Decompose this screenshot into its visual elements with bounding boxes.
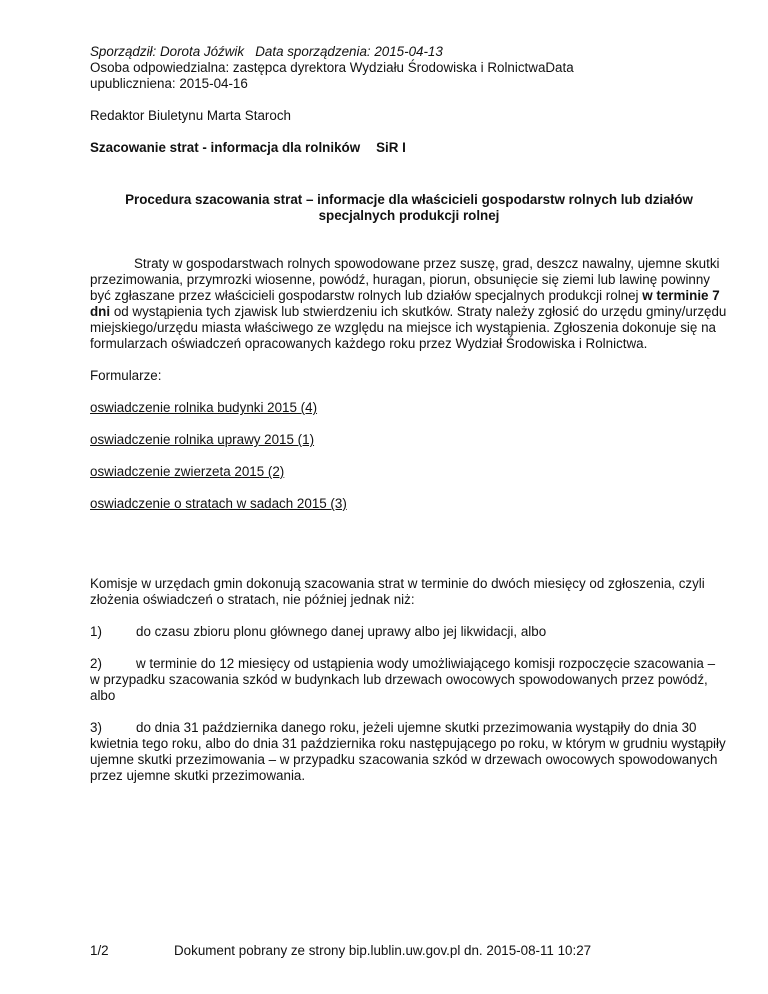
publication-date: upubliczniena: 2015-04-16 xyxy=(90,76,248,91)
download-source: Dokument pobrany ze strony bip.lublin.uw.gov.pl dn. 2015-08-11 10:27 xyxy=(174,943,592,958)
commission-intro: Komisje w urzędach gmin dokonują szacowania strat w terminie do dwóch miesięcy od zgłoszenia, czyli złożenia oświadczeń o stratach, nie później jednak niż: xyxy=(90,576,705,607)
page-footer xyxy=(90,943,690,959)
form-link-crops[interactable]: oswiadczenie rolnika uprawy 2015 (1) xyxy=(90,432,315,447)
list-item-number: 2) xyxy=(90,656,102,671)
forms-label: Formularze: xyxy=(90,368,162,383)
page-number: 1/2 xyxy=(90,943,109,958)
page-title: Szacowanie strat - informacja dla rolników xyxy=(90,140,361,155)
list-item-text: do dnia 31 października danego roku, jeżeli ujemne skutki przezimowania wystąpiły do dnia 30 kwietnia tego roku, albo do dnia 31 października roku następującego po roku, w którym w grudniu wystąpiły ujemne skutki przezimowania – w przypadku szacowania szkód w drzewach owocowych spowodowanych przez ujemne skutki przezimowania. xyxy=(90,720,726,783)
intro-text-end: od wystąpienia tych zjawisk lub stwierdzeniu ich skutków. Straty należy zgłosić do urzędu gminy/urzędu miejskiego/urzędu miasta właściwego ze względu na miejsce ich wystąpienia. Zgłoszenia dokonuje się na formularzach oświadczeń opracowanych każdego roku przez Wydział Środowiska i Rolnictwa. xyxy=(90,304,727,351)
procedure-title: Procedura szacowania strat – informacje dla właścicieli gospodarstw rolnych lub działów specjalnych produkcji rolnej xyxy=(125,192,693,223)
prepared-date: Data sporządzenia: 2015-04-13 xyxy=(255,44,443,59)
form-link-orchards[interactable]: oswiadczenie o stratach w sadach 2015 (3) xyxy=(90,496,347,511)
list-item-text: do czasu zbioru plonu głównego danej uprawy albo jej likwidacji, albo xyxy=(136,624,547,639)
form-link-buildings[interactable]: oswiadczenie rolnika budynki 2015 (4) xyxy=(90,400,318,415)
intro-paragraph xyxy=(90,256,728,352)
editor-info: Redaktor Biuletynu Marta Staroch xyxy=(90,108,291,123)
list-item xyxy=(90,624,728,640)
page-heading xyxy=(90,140,728,156)
prepared-by: Sporządził: Dorota Jóźwik xyxy=(90,44,245,59)
list-item-text: w terminie do 12 miesięcy od ustąpienia wody umożliwiającego komisji rozpoczęcie szacowania – w przypadku szacowania szkód w budynkach lub drzewach owocowych spowodowanych przez powódź, albo xyxy=(90,656,716,703)
list-item xyxy=(90,656,728,704)
list-item-number: 1) xyxy=(90,624,102,639)
document-page xyxy=(90,44,728,784)
prepared-info xyxy=(90,44,728,60)
responsible-person: Osoba odpowiedzialna: zastępca dyrektora Wydziału Środowiska i RolnictwaData xyxy=(90,60,574,75)
page-code: SiR I xyxy=(376,140,406,155)
intro-text-start: Straty w gospodarstwach rolnych spowodowane przez suszę, grad, deszcz nawalny, ujemne skutki przezimowania, przymrozki wiosenne, powódź, huragan, piorun, obsunięcie się ziemi lub lawinę powinny być zgłaszane przez właścicieli gospodarstw rolnych lub działów specjalnych produkcji rolnej xyxy=(90,256,720,303)
list-item-number: 3) xyxy=(90,720,102,735)
form-link-animals[interactable]: oswiadczenie zwierzeta 2015 (2) xyxy=(90,464,285,479)
list-item xyxy=(90,720,728,784)
intro-deadline: w terminie 7 dni xyxy=(90,288,720,319)
